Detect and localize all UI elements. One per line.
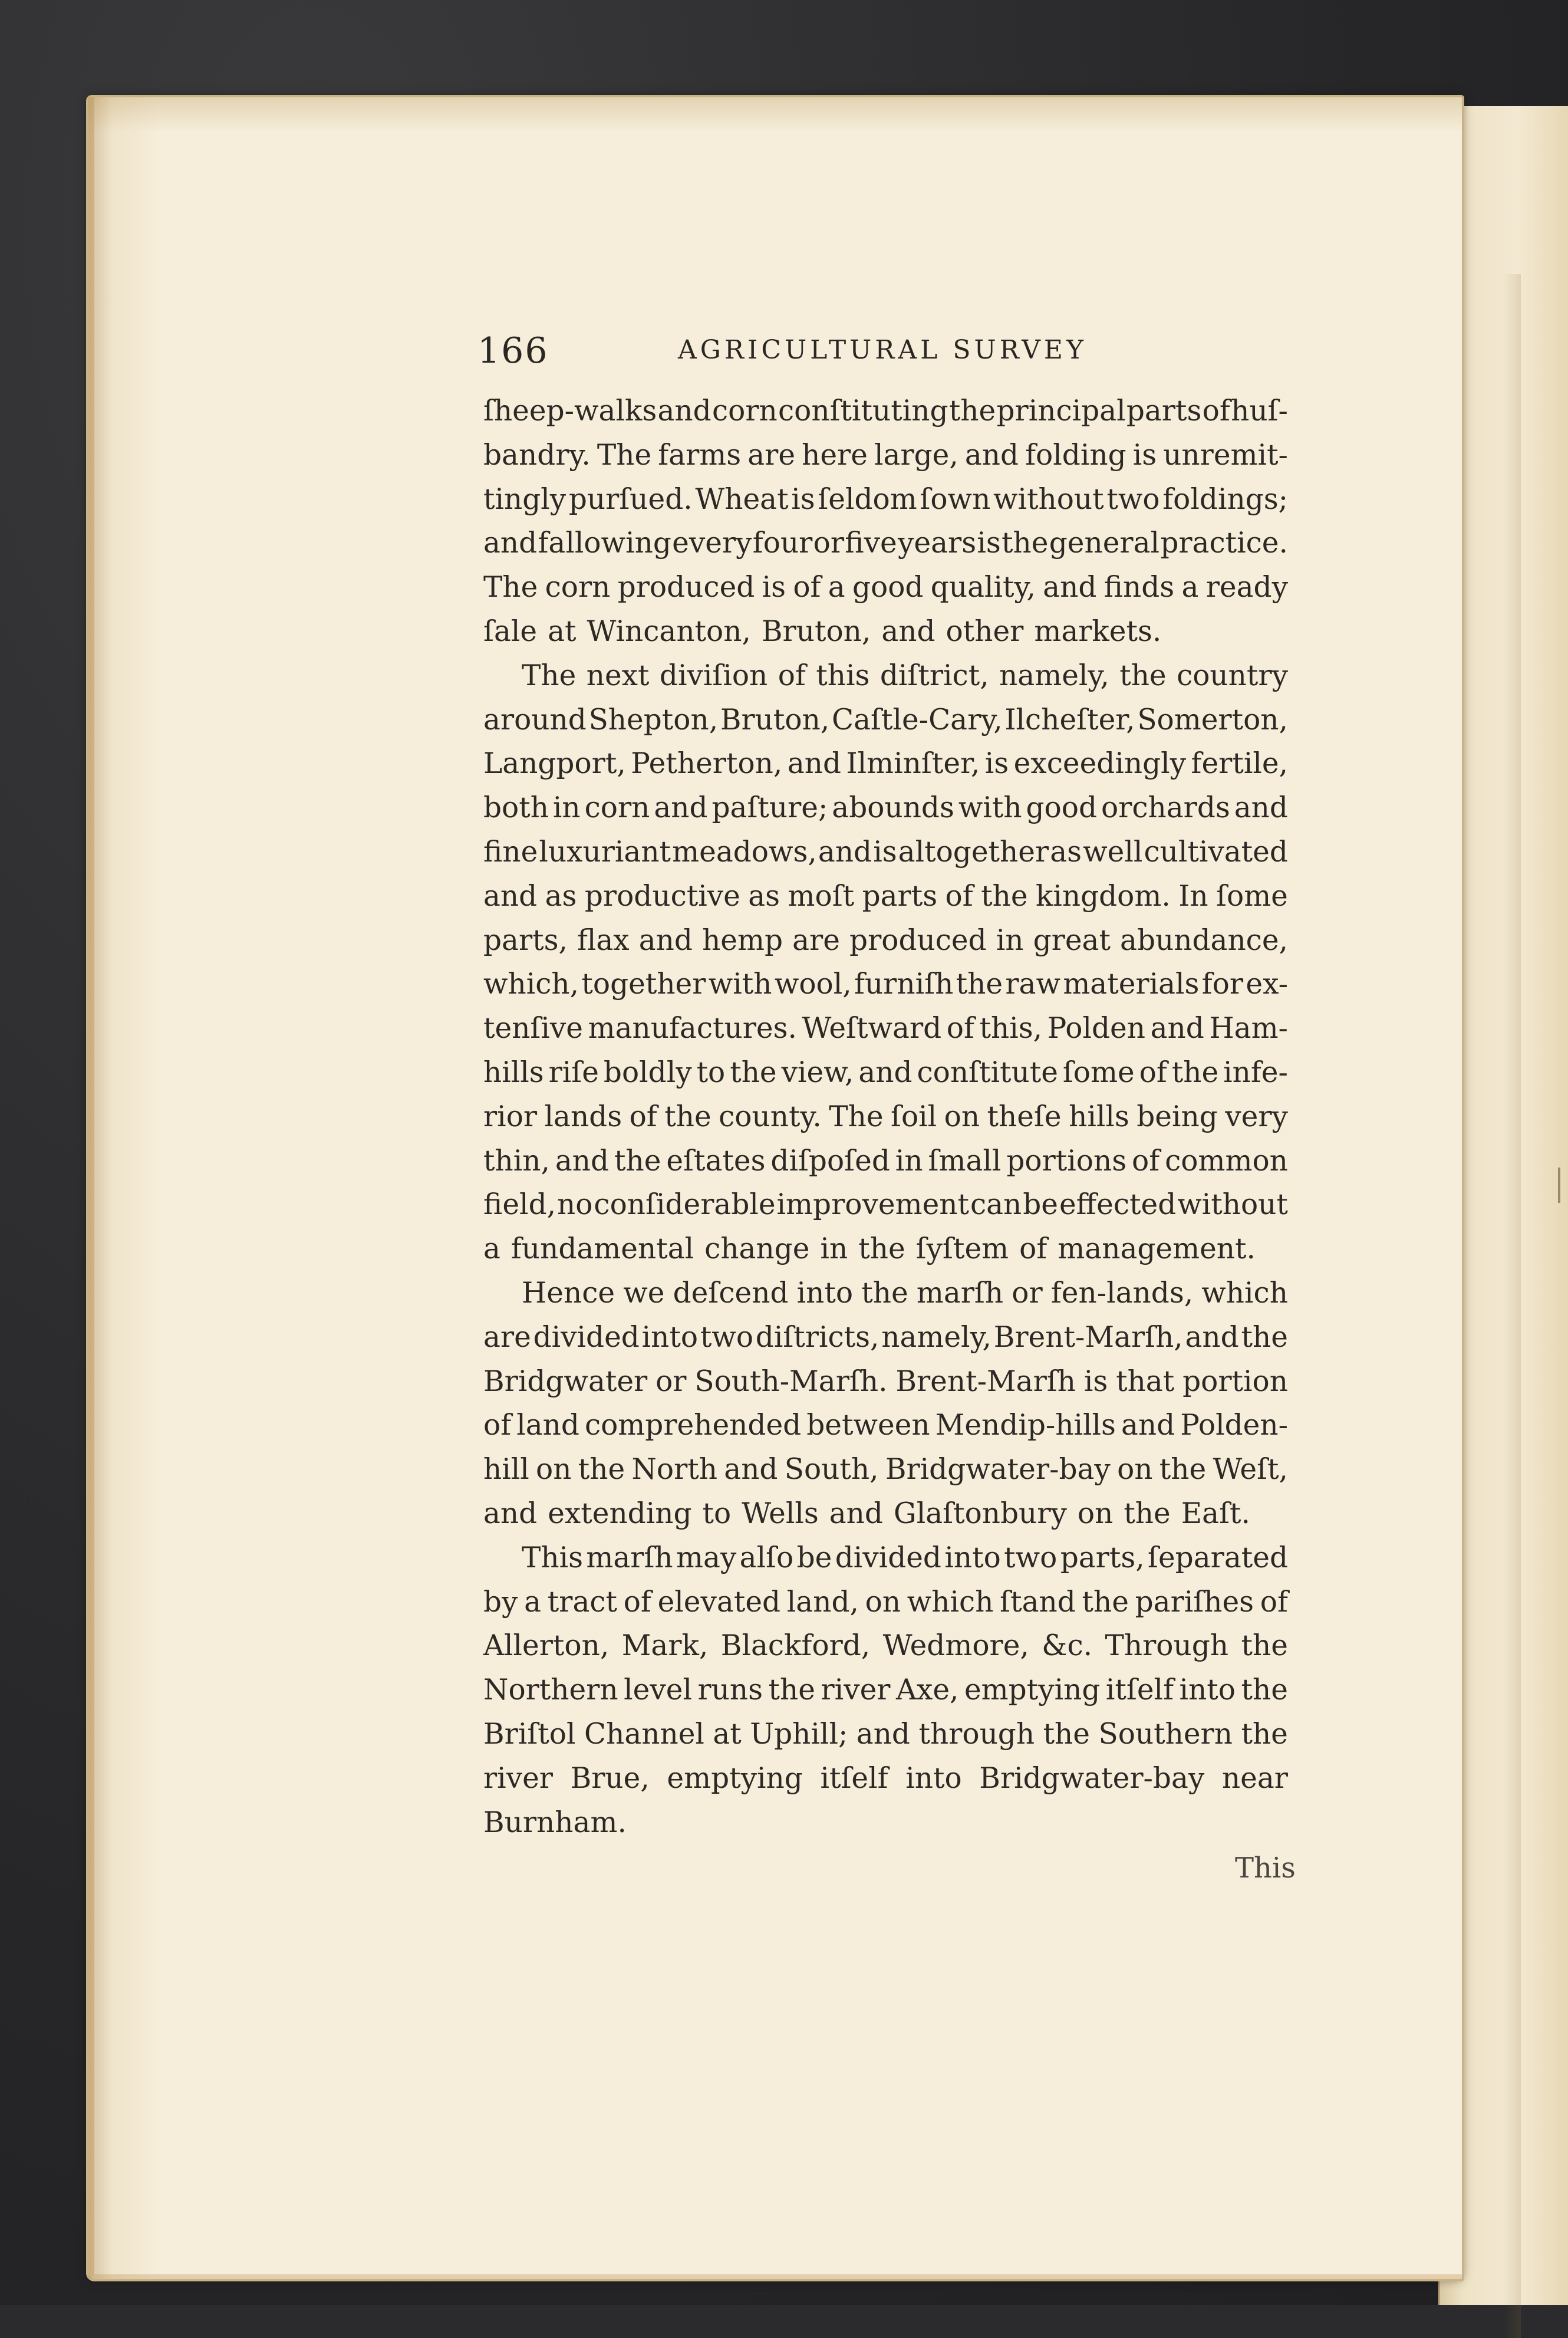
text-line: by a tract of elevated land, on which ſtand the pariſhes of xyxy=(483,1585,1288,1619)
text-line: fine luxuriant meadows, and is altogether as well cultivated xyxy=(483,835,1288,869)
text-line: around Shepton, Bruton, Caſtle-Cary, Ilcheſter, Somerton, xyxy=(483,703,1288,736)
text-line: thin, and the eſtates diſpoſed in ſmall portions of common xyxy=(483,1144,1288,1178)
text-line: river Brue, emptying itſelf into Bridgwater-bay near xyxy=(483,1761,1288,1795)
text-line: rior lands of the county. The ſoil on theſe hills being very xyxy=(483,1100,1288,1133)
text-line: Hence we deſcend into the marſh or fen-lands, which xyxy=(522,1276,1288,1310)
running-head: AGRICULTURAL SURVEY xyxy=(678,335,1088,365)
text-line: a fundamental change in the ſyſtem of management. xyxy=(483,1232,1256,1266)
text-line: ſale at Wincanton, Bruton, and other markets. xyxy=(483,614,1162,648)
text-line: which, together with wool, furniſh the raw materials for ex- xyxy=(483,968,1288,1001)
text-line: and fallowing every four or five years is the general practice. xyxy=(483,527,1288,560)
text-line: parts, flax and hemp are produced in great abundance, xyxy=(483,923,1288,957)
text-line: of land comprehended between Mendip-hills and Polden- xyxy=(483,1409,1288,1442)
text-line: field, no conſiderable improvement can be effected without xyxy=(483,1188,1288,1222)
page-edge-mark xyxy=(1558,1168,1560,1203)
catchword: This xyxy=(1235,1852,1296,1885)
text-line: and as productive as moſt parts of the kingdom. In ſome xyxy=(483,879,1288,913)
text-line: Langport, Petherton, and Ilminſter, is exceedingly fertile, xyxy=(483,747,1288,781)
page-header xyxy=(477,330,1303,371)
text-line: and extending to Wells and Glaſtonbury on the Eaſt. xyxy=(483,1497,1250,1530)
text-line: tingly purſued. Wheat is ſeldom ſown without two foldings; xyxy=(483,482,1288,516)
paragraph xyxy=(483,1536,1288,1845)
text-line: The next diviſion of this diſtrict, namely, the country xyxy=(522,659,1288,692)
paragraph xyxy=(483,389,1288,654)
body-text xyxy=(483,389,1288,1844)
text-line: Briſtol Channel at Uphill; and through the Southern the xyxy=(483,1717,1288,1751)
text-line: The corn produced is of a good quality, and finds a ready xyxy=(483,571,1288,604)
text-line: This marſh may alſo be divided into two parts, ſeparated xyxy=(522,1541,1288,1574)
gutter-shadow xyxy=(1503,274,1521,2338)
text-line: Northern level runs the river Axe, emptying itſelf into the xyxy=(483,1673,1288,1707)
page-number: 166 xyxy=(477,330,549,371)
text-line: both in corn and paſture; abounds with good orchards and xyxy=(483,791,1288,825)
paragraph xyxy=(483,654,1288,1271)
text-line: bandry. The farms are here large, and folding is unremit- xyxy=(483,438,1288,472)
text-line: are divided into two diſtricts, namely, Brent-Marſh, and the xyxy=(483,1320,1288,1354)
text-line: hill on the North and South, Bridgwater-bay on the Weſt, xyxy=(483,1453,1288,1487)
text-line: Allerton, Mark, Blackford, Wedmore, &c. Through the xyxy=(483,1629,1288,1663)
text-line: Bridgwater or South-Marſh. Brent-Marſh is that portion xyxy=(483,1364,1288,1398)
text-line: tenſive manufactures. Weſtward of this, Polden and Ham- xyxy=(483,1012,1288,1045)
text-line: ſheep-walks and corn conſtituting the principal parts of huſ- xyxy=(483,394,1288,428)
text-line: Burnham. xyxy=(483,1806,627,1839)
text-line: hills riſe boldly to the view, and conſtitute ſome of the infe- xyxy=(483,1055,1288,1089)
paragraph xyxy=(483,1271,1288,1536)
